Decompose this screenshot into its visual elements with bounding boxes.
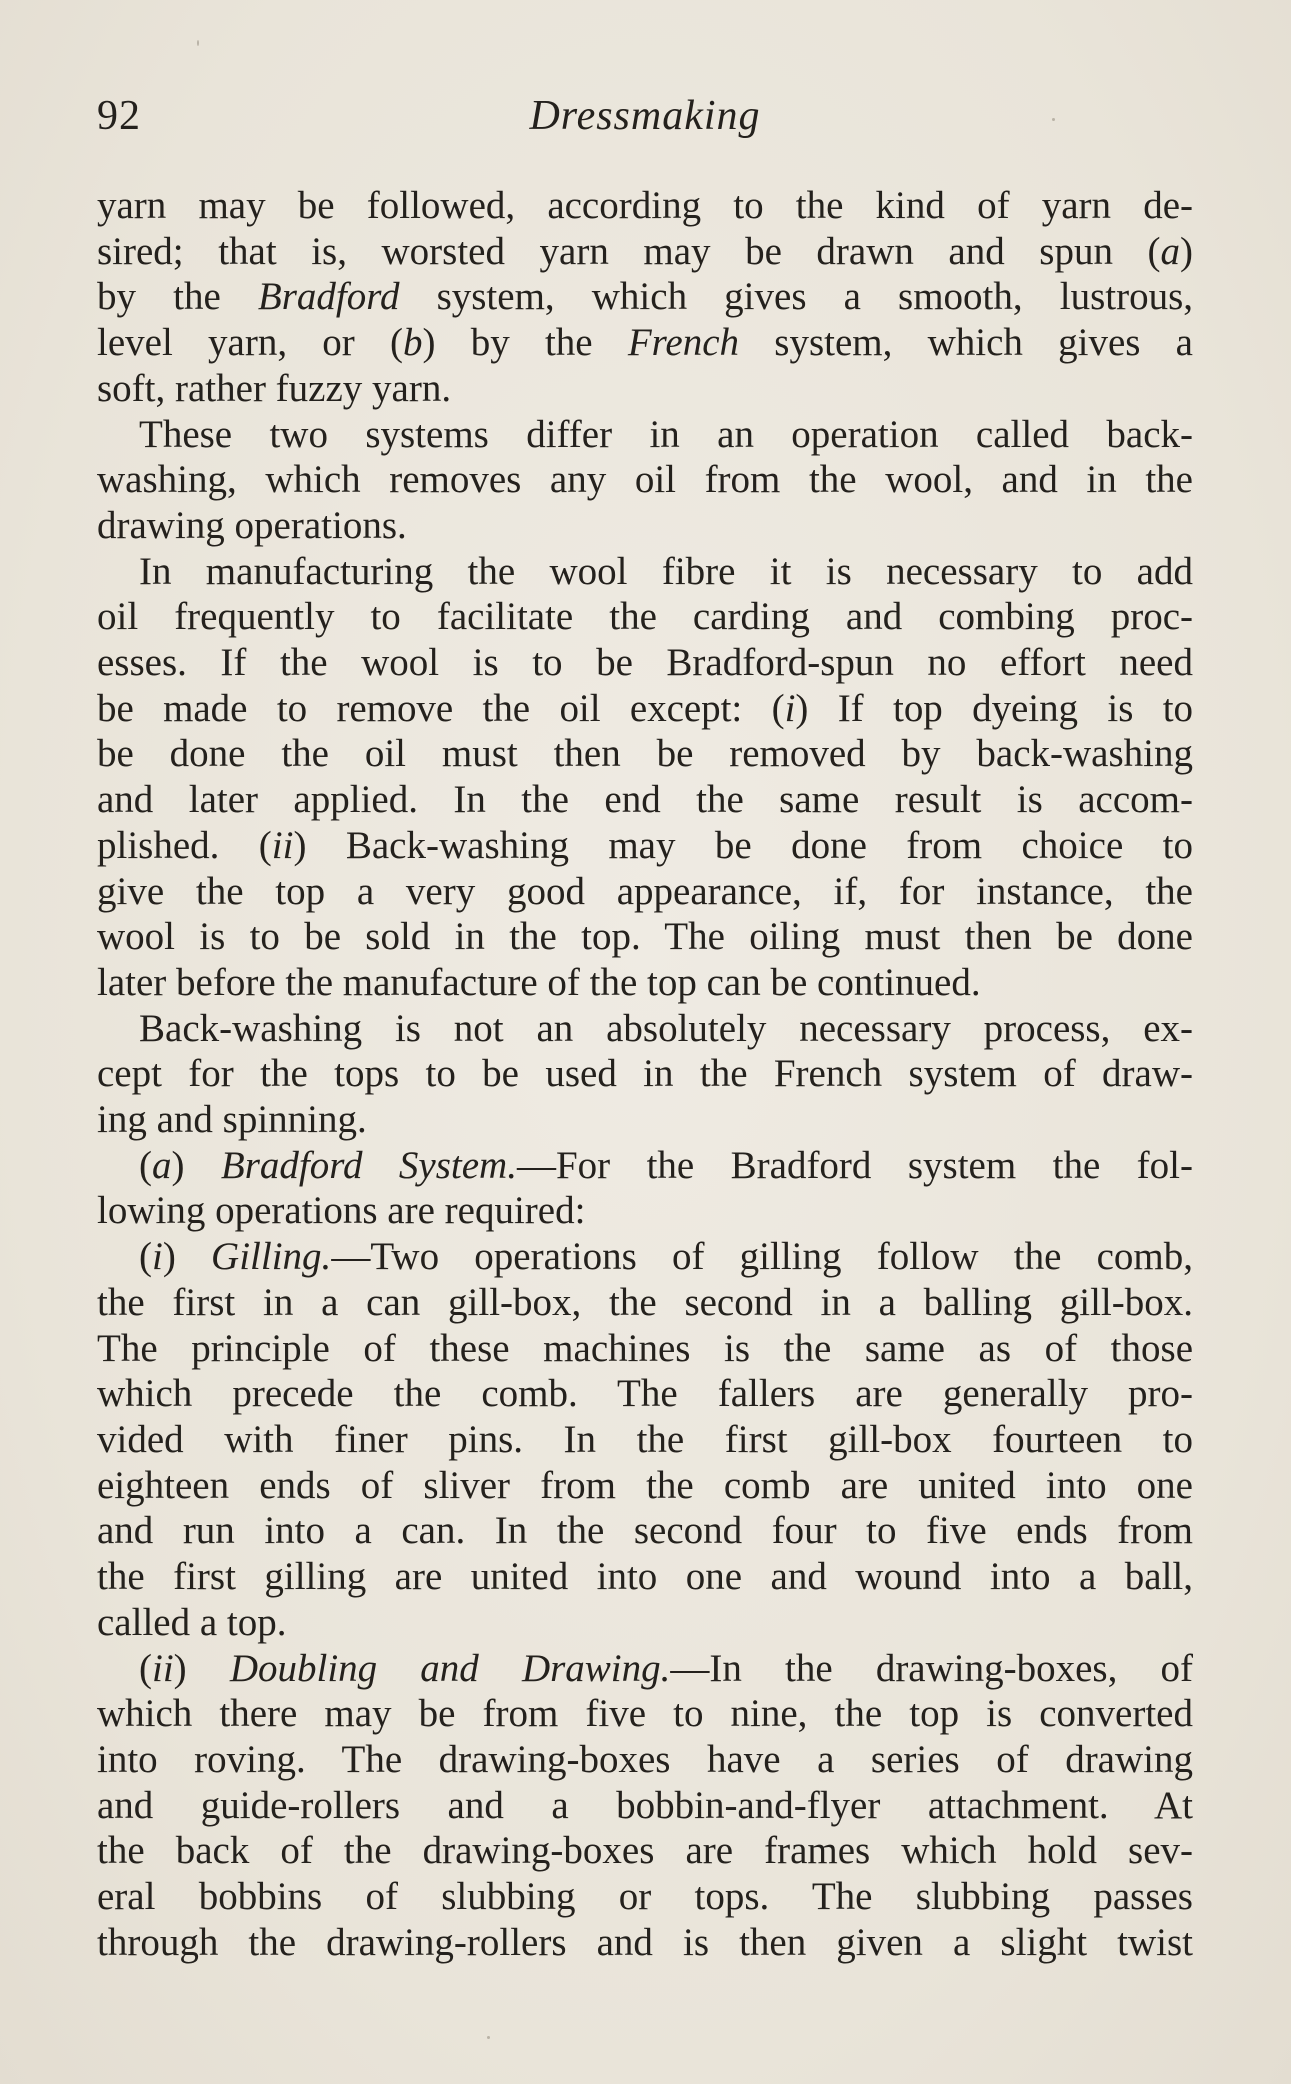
text-line: level yarn, or (b) by the French system, which gives a — [97, 321, 1193, 365]
text-line: (ii) Doubling and Drawing.—In the drawing-boxes, of — [139, 1646, 1193, 1690]
text-line: In manufacturing the wool fibre it is necessary to add — [139, 549, 1193, 593]
paragraph — [97, 1234, 1193, 1645]
text-line: and guide-rollers and a bobbin-and-flyer attachment. At — [97, 1783, 1193, 1827]
text-line: oil frequently to facilitate the carding and combing proc- — [97, 595, 1193, 639]
text-line: into roving. The drawing-boxes have a series of drawing — [97, 1737, 1193, 1781]
paper-speck — [487, 2036, 490, 2039]
text-line: eral bobbins of slubbing or tops. The slubbing passes — [97, 1875, 1193, 1919]
text-line: yarn may be followed, according to the kind of yarn de- — [97, 184, 1193, 227]
text-line: the first in a can gill-box, the second in a balling gill-box. — [97, 1280, 1193, 1324]
text-line: The principle of these machines is the same as of those — [97, 1326, 1193, 1370]
text-line: eighteen ends of sliver from the comb are united into one — [97, 1463, 1193, 1507]
text-line: called a top. — [97, 1600, 287, 1644]
running-head: Dressmaking — [529, 93, 761, 139]
section-heading: Bradford System. — [220, 1143, 517, 1187]
text-line: which there may be from five to nine, the top is converted — [97, 1692, 1193, 1736]
text-line: and run into a can. In the second four to five ends from — [97, 1509, 1193, 1553]
paragraph — [97, 1006, 1193, 1143]
text-line: drawing operations. — [97, 503, 407, 547]
text-line: Back-washing is not an absolutely necessary process, ex- — [139, 1006, 1193, 1050]
body-text — [97, 183, 1193, 1965]
section-heading: Doubling and Drawing. — [229, 1646, 671, 1690]
system-name: French — [627, 321, 740, 365]
paragraph — [97, 1143, 1193, 1234]
section-heading: Gilling. — [211, 1235, 332, 1279]
paragraph — [97, 412, 1193, 549]
page-header — [97, 92, 1193, 148]
text-line: sired; that is, worsted yarn may be drawn and spun (a) — [97, 229, 1193, 273]
text-line: ing and spinning. — [97, 1098, 367, 1142]
text-line: cept for the tops to be used in the French system of draw- — [97, 1052, 1193, 1096]
paragraph — [97, 1646, 1193, 1966]
text-line: which precede the comb. The fallers are generally pro- — [97, 1372, 1193, 1416]
text-line: give the top a very good appearance, if, for instance, the — [97, 869, 1193, 913]
text-line: through the drawing-rollers and is then given a slight twist — [97, 1920, 1193, 1964]
paragraph — [97, 183, 1193, 412]
text-line: (a) Bradford System.—For the Bradford system the fol- — [139, 1143, 1193, 1187]
text-line: esses. If the wool is to be Bradford-spun no effort need — [97, 641, 1193, 685]
text-line: be done the oil must then be removed by back-washing — [97, 732, 1193, 776]
text-line: the first gilling are united into one and wound into a ball, — [97, 1555, 1193, 1599]
text-line: plished. (ii) Back-washing may be done from choice to — [97, 823, 1193, 867]
text-line: soft, rather fuzzy yarn. — [97, 366, 452, 410]
text-line: vided with finer pins. In the first gill-box fourteen to — [97, 1417, 1193, 1461]
text-line: wool is to be sold in the top. The oiling must then be done — [97, 915, 1193, 959]
page-number: 92 — [97, 93, 141, 139]
text-line: and later applied. In the end the same result is accom- — [97, 778, 1193, 822]
text-line: washing, which removes any oil from the wool, and in the — [97, 458, 1193, 502]
paragraph — [97, 549, 1193, 1006]
text-line: later before the manufacture of the top can be continued. — [97, 960, 981, 1004]
paper-speck — [197, 40, 199, 46]
system-name: Bradford — [257, 275, 400, 319]
text-line: the back of the drawing-boxes are frames which hold sev- — [97, 1829, 1193, 1873]
text-line: by the Bradford system, which gives a smooth, lustrous, — [97, 275, 1193, 319]
text-line: (i) Gilling.—Two operations of gilling follow the comb, — [139, 1235, 1193, 1279]
text-line: These two systems differ in an operation called back- — [139, 412, 1193, 456]
text-line: be made to remove the oil except: (i) If top dyeing is to — [97, 686, 1193, 730]
text-line: lowing operations are required: — [97, 1189, 586, 1233]
